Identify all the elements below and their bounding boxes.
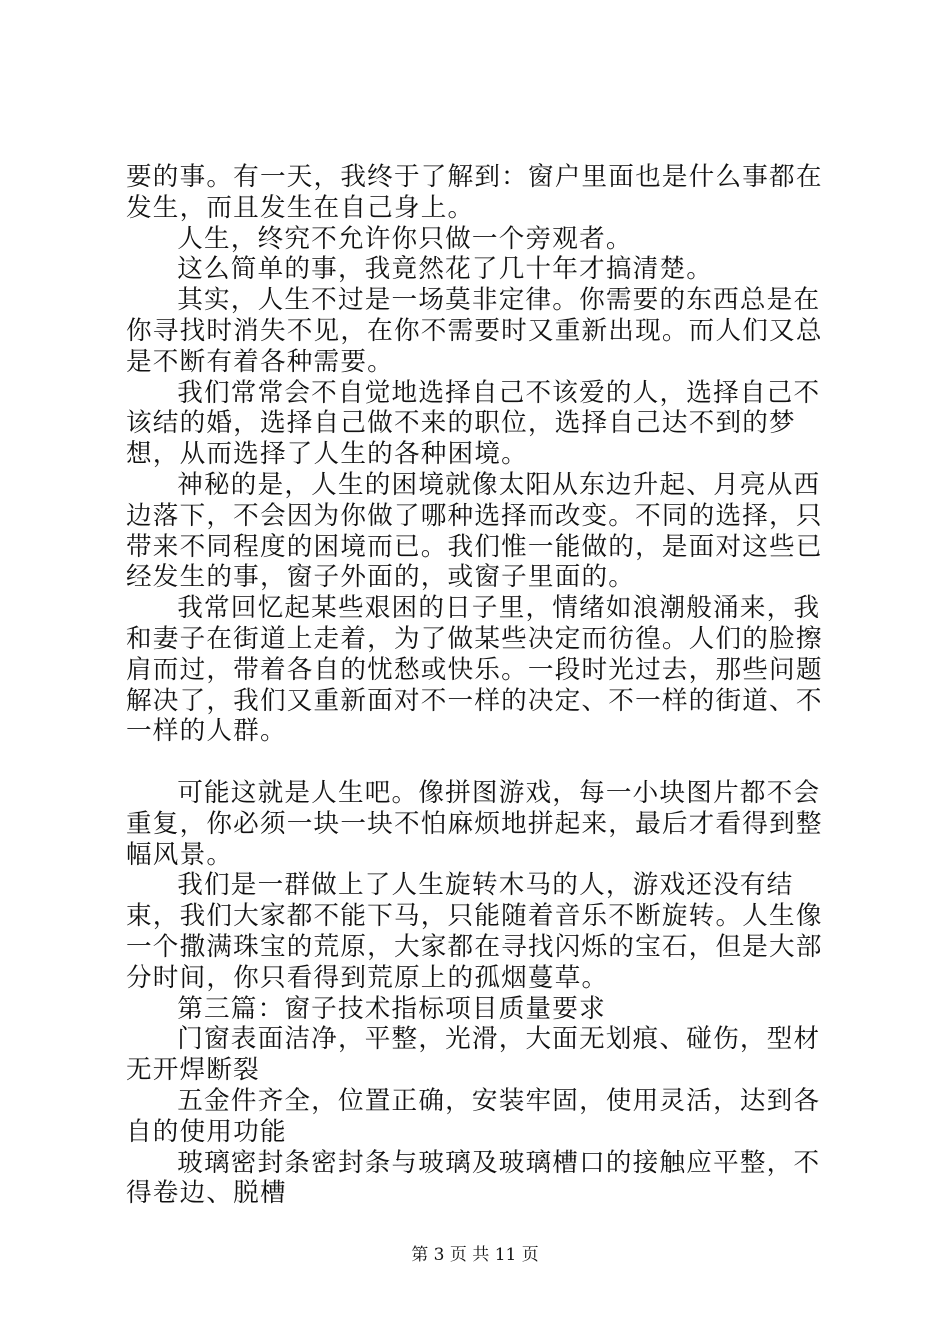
body-paragraph: 门窗表面洁净，平整，光滑，大面无划痕、碰伤，型材无开焊断裂 — [126, 1024, 821, 1086]
body-paragraph: 这么简单的事，我竟然花了几十年才搞清楚。 — [177, 254, 714, 285]
body-paragraph: 我们常常会不自觉地选择自己不该爱的人，选择自己不该结的婚，选择自己做不来的职位，选择自己达不到的梦想，从而选择了人生的各种困境。 — [126, 377, 821, 470]
body-paragraph: 可能这就是人生吧。像拼图游戏，每一小块图片都不会重复，你必须一块一块不怕麻烦地拼起来，最后才看得到整幅风景。 — [126, 777, 823, 870]
body-paragraph: 要的事。有一天，我终于了解到：窗户里面也是什么事都在发生，而且发生在自己身上。 — [126, 162, 823, 223]
body-paragraph: 人生，终究不允许你只做一个旁观者。 — [177, 223, 633, 254]
body-paragraph: 我们是一群做上了人生旋转木马的人，游戏还没有结束，我们大家都不能下马，只能随着音乐不断旋转。人生像一个撒满珠宝的荒原，大家都在寻找闪烁的宝石，但是大部分时间，你只看得到荒原上的孤烟蔓草。 — [126, 870, 823, 993]
body-paragraph: 玻璃密封条密封条与玻璃及玻璃槽口的接触应平整，不得卷边、脱槽 — [126, 1147, 821, 1209]
section-heading: 第三篇：窗子技术指标项目质量要求 — [177, 993, 606, 1024]
paragraph-spacer — [126, 747, 838, 778]
page-number-footer: 第 3 页 共 11 页 — [411, 1245, 539, 1265]
document-body — [126, 162, 838, 1209]
body-paragraph: 我常回忆起某些艰困的日子里，情绪如浪潮般涌来，我和妻子在街道上走着，为了做某些决定而彷徨。人们的脸擦肩而过，带着各自的忧愁或快乐。一段时光过去，那些问题解决了，我们又重新面对不一样的决定、不一样的街道、不一样的人群。 — [126, 593, 823, 747]
body-paragraph: 神秘的是，人生的困境就像太阳从东边升起、月亮从西边落下，不会因为你做了哪种选择而改变。不同的选择，只带来不同程度的困境而已。我们惟一能做的，是面对这些已经发生的事，窗子外面的，或窗子里面的。 — [126, 469, 823, 593]
body-paragraph: 五金件齐全，位置正确，安装牢固，使用灵活，达到各自的使用功能 — [126, 1085, 821, 1147]
body-paragraph: 其实，人生不过是一场莫非定律。你需要的东西总是在你寻找时消失不见，在你不需要时又重新出现。而人们又总是不断有着各种需要。 — [126, 285, 823, 377]
